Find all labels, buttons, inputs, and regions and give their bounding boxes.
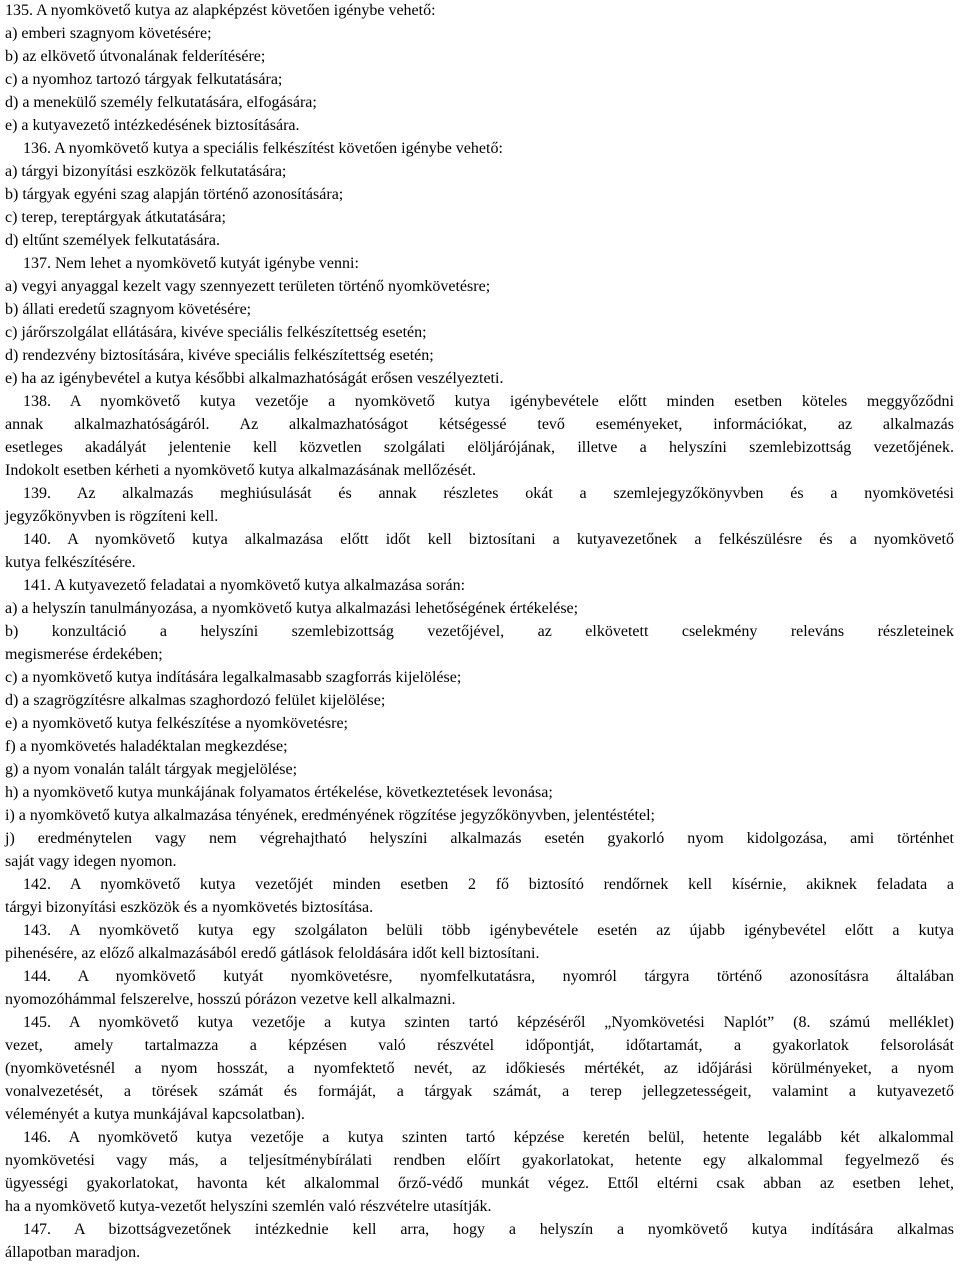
text-line: 141. A kutyavezető feladatai a nyomkövető kutya alkalmazása során: <box>23 577 466 594</box>
text-line: 142. A nyomkövető kutya vezetőjét minden esetben 2 fő biztosító rendőrnek kell kísérnie, akiknek feladata a <box>23 876 954 893</box>
text-line: d) eltűnt személyek felkutatására. <box>5 232 221 249</box>
text-line: Indokolt esetben kérheti a nyomkövető kutya alkalmazásának mellőzését. <box>5 462 476 479</box>
text-line: pihenésére, az előző alkalmazásából eredő gátlások feloldására időt kell biztosítani. <box>5 945 540 962</box>
text-line: kutya felkészítésére. <box>5 554 136 571</box>
text-line: nyomozóhámmal felszerelve, hosszú pórázon vezetve kell alkalmazni. <box>5 991 456 1008</box>
text-line: h) a nyomkövető kutya munkájának folyamatos értékelése, következtetések levonása; <box>5 784 553 801</box>
text-line: 138. A nyomkövető kutya vezetője a nyomkövető kutya igénybevétele előtt minden esetben köteles meggyőződni <box>23 393 954 410</box>
text-line: 144. A nyomkövető kutyát nyomkövetésre, nyomfelkutatásra, nyomról tárgyra történő azonosításra általában <box>23 968 954 985</box>
text-line: saját vagy idegen nyomon. <box>5 853 177 870</box>
text-line: b) konzultáció a helyszíni szemlebizottság vezetőjével, az elkövetett cselekmény releváns részleteinek <box>5 623 954 640</box>
text-line: c) a nyomkövető kutya indítására legalkalmasabb szagforrás kijelölése; <box>5 669 462 686</box>
text-line: 143. A nyomkövető kutya egy szolgálaton belüli több igénybevétele esetén az újabb igénybevétel előtt a kutya <box>23 922 954 939</box>
text-line: 145. A nyomkövető kutya vezetője a kutya szinten tartó képzéséről „Nyomkövetési Naplót” (8. számú melléklet) <box>23 1014 954 1031</box>
text-line: jegyzőkönyvben is rögzíteni kell. <box>5 508 219 525</box>
text-line: esetleges akadályát jelentenie kell közvetlen szolgálati elöljárójának, illetve a helyszíni szemlebizottság vezetőjének. <box>5 439 954 456</box>
text-line: d) a szagrögzítésre alkalmas szaghordozó felület kijelölése; <box>5 692 386 709</box>
text-line: d) a menekülő személy felkutatására, elfogására; <box>5 94 317 111</box>
text-line: e) a kutyavezető intézkedésének biztosítására. <box>5 117 300 134</box>
text-line: 136. A nyomkövető kutya a speciális felkészítést követően igénybe vehető: <box>23 140 503 157</box>
text-line: vonalvezetését, a törések számát és formáját, a tárgyak számát, a terep jellegzetességeit, valamint a kutyavezető <box>5 1083 954 1100</box>
text-line: a) vegyi anyaggal kezelt vagy szennyezett területen történő nyomkövetésre; <box>5 278 491 295</box>
text-line: nyomkövetési vagy más, a teljesítménybírálati rendben előírt gyakorlatokat, hetente egy alkalommal fegyelmező és <box>5 1152 954 1169</box>
text-line: b) állati eredetű szagnyom követésére; <box>5 301 252 318</box>
text-line: a) a helyszín tanulmányozása, a nyomkövető kutya alkalmazási lehetőségének értékelése; <box>5 600 579 617</box>
text-line: 135. A nyomkövető kutya az alapképzést követően igénybe vehető: <box>5 2 436 19</box>
text-line: állapotban maradjon. <box>5 1244 141 1261</box>
text-line: e) ha az igénybevétel a kutya későbbi alkalmazhatóságát erősen veszélyezteti. <box>5 370 504 387</box>
text-line: (nyomkövetésnél a nyom hosszát, a nyomfektető nevét, az időkiesés mértékét, az időjárási körülményeket, a nyom <box>5 1060 954 1077</box>
text-line: i) a nyomkövető kutya alkalmazása tényének, eredményének rögzítése jegyzőkönyvben, jelentéstétel; <box>5 807 655 824</box>
text-line: a) emberi szagnyom követésére; <box>5 25 212 42</box>
text-line: g) a nyom vonalán talált tárgyak megjelölése; <box>5 761 298 778</box>
text-line: c) járőrszolgálat ellátására, kivéve speciális felkészítettség esetén; <box>5 324 427 341</box>
text-line: tárgyi bizonyítási eszközök és a nyomkövetés biztosítása. <box>5 899 374 916</box>
text-line: megismerése érdekében; <box>5 646 163 663</box>
text-line: c) a nyomhoz tartozó tárgyak felkutatására; <box>5 71 283 88</box>
text-line: ha a nyomkövető kutya-vezetőt helyszíni szemlén való részvételre utasítják. <box>5 1198 492 1215</box>
text-line: a) tárgyi bizonyítási eszközök felkutatására; <box>5 163 287 180</box>
text-line: 137. Nem lehet a nyomkövető kutyát igénybe venni: <box>23 255 359 272</box>
text-line: j) eredménytelen vagy nem végrehajtható helyszíni alkalmazás esetén gyakorló nyom kidolgozása, ami történhet <box>5 830 954 847</box>
text-line: e) a nyomkövető kutya felkészítése a nyomkövetésre; <box>5 715 348 732</box>
text-line: b) az elkövető útvonalának felderítésére; <box>5 48 266 65</box>
text-line: vezet, amely tartalmazza a képzésen való részvétel időpontját, időtartamát, a gyakorlatok felsorolását <box>5 1037 954 1054</box>
text-line: 146. A nyomkövető kutya vezetője a kutya szinten tartó képzése keretén belül, hetente legalább két alkalommal <box>23 1129 954 1146</box>
text-line: b) tárgyak egyéni szag alapján történő azonosítására; <box>5 186 344 203</box>
text-line: 140. A nyomkövető kutya alkalmazása előtt időt kell biztosítani a kutyavezetőnek a felkészülésre és a nyomkövető <box>23 531 954 548</box>
text-line: f) a nyomkövetés haladéktalan megkezdése; <box>5 738 288 755</box>
text-line: ügyességi gyakorlatokat, havonta két alkalommal őrző-védő munkát végez. Ettől eltérni csak abban az esetben lehet, <box>5 1175 954 1192</box>
text-line: 139. Az alkalmazás meghiúsulását és annak részletes okát a szemlejegyzőkönyvben és a nyomkövetési <box>23 485 954 502</box>
text-line: d) rendezvény biztosítására, kivéve speciális felkészítettség esetén; <box>5 347 434 364</box>
text-line: 147. A bizottságvezetőnek intézkednie kell arra, hogy a helyszín a nyomkövető kutya indítására alkalmas <box>23 1221 954 1238</box>
text-line: c) terep, tereptárgyak átkutatására; <box>5 209 226 226</box>
text-line: véleményét a kutya munkájával kapcsolatban). <box>5 1106 305 1123</box>
text-line: annak alkalmazhatóságáról. Az alkalmazhatóságot kétségessé tevő eseményeket, információkat, az alkalmazás <box>5 416 954 433</box>
